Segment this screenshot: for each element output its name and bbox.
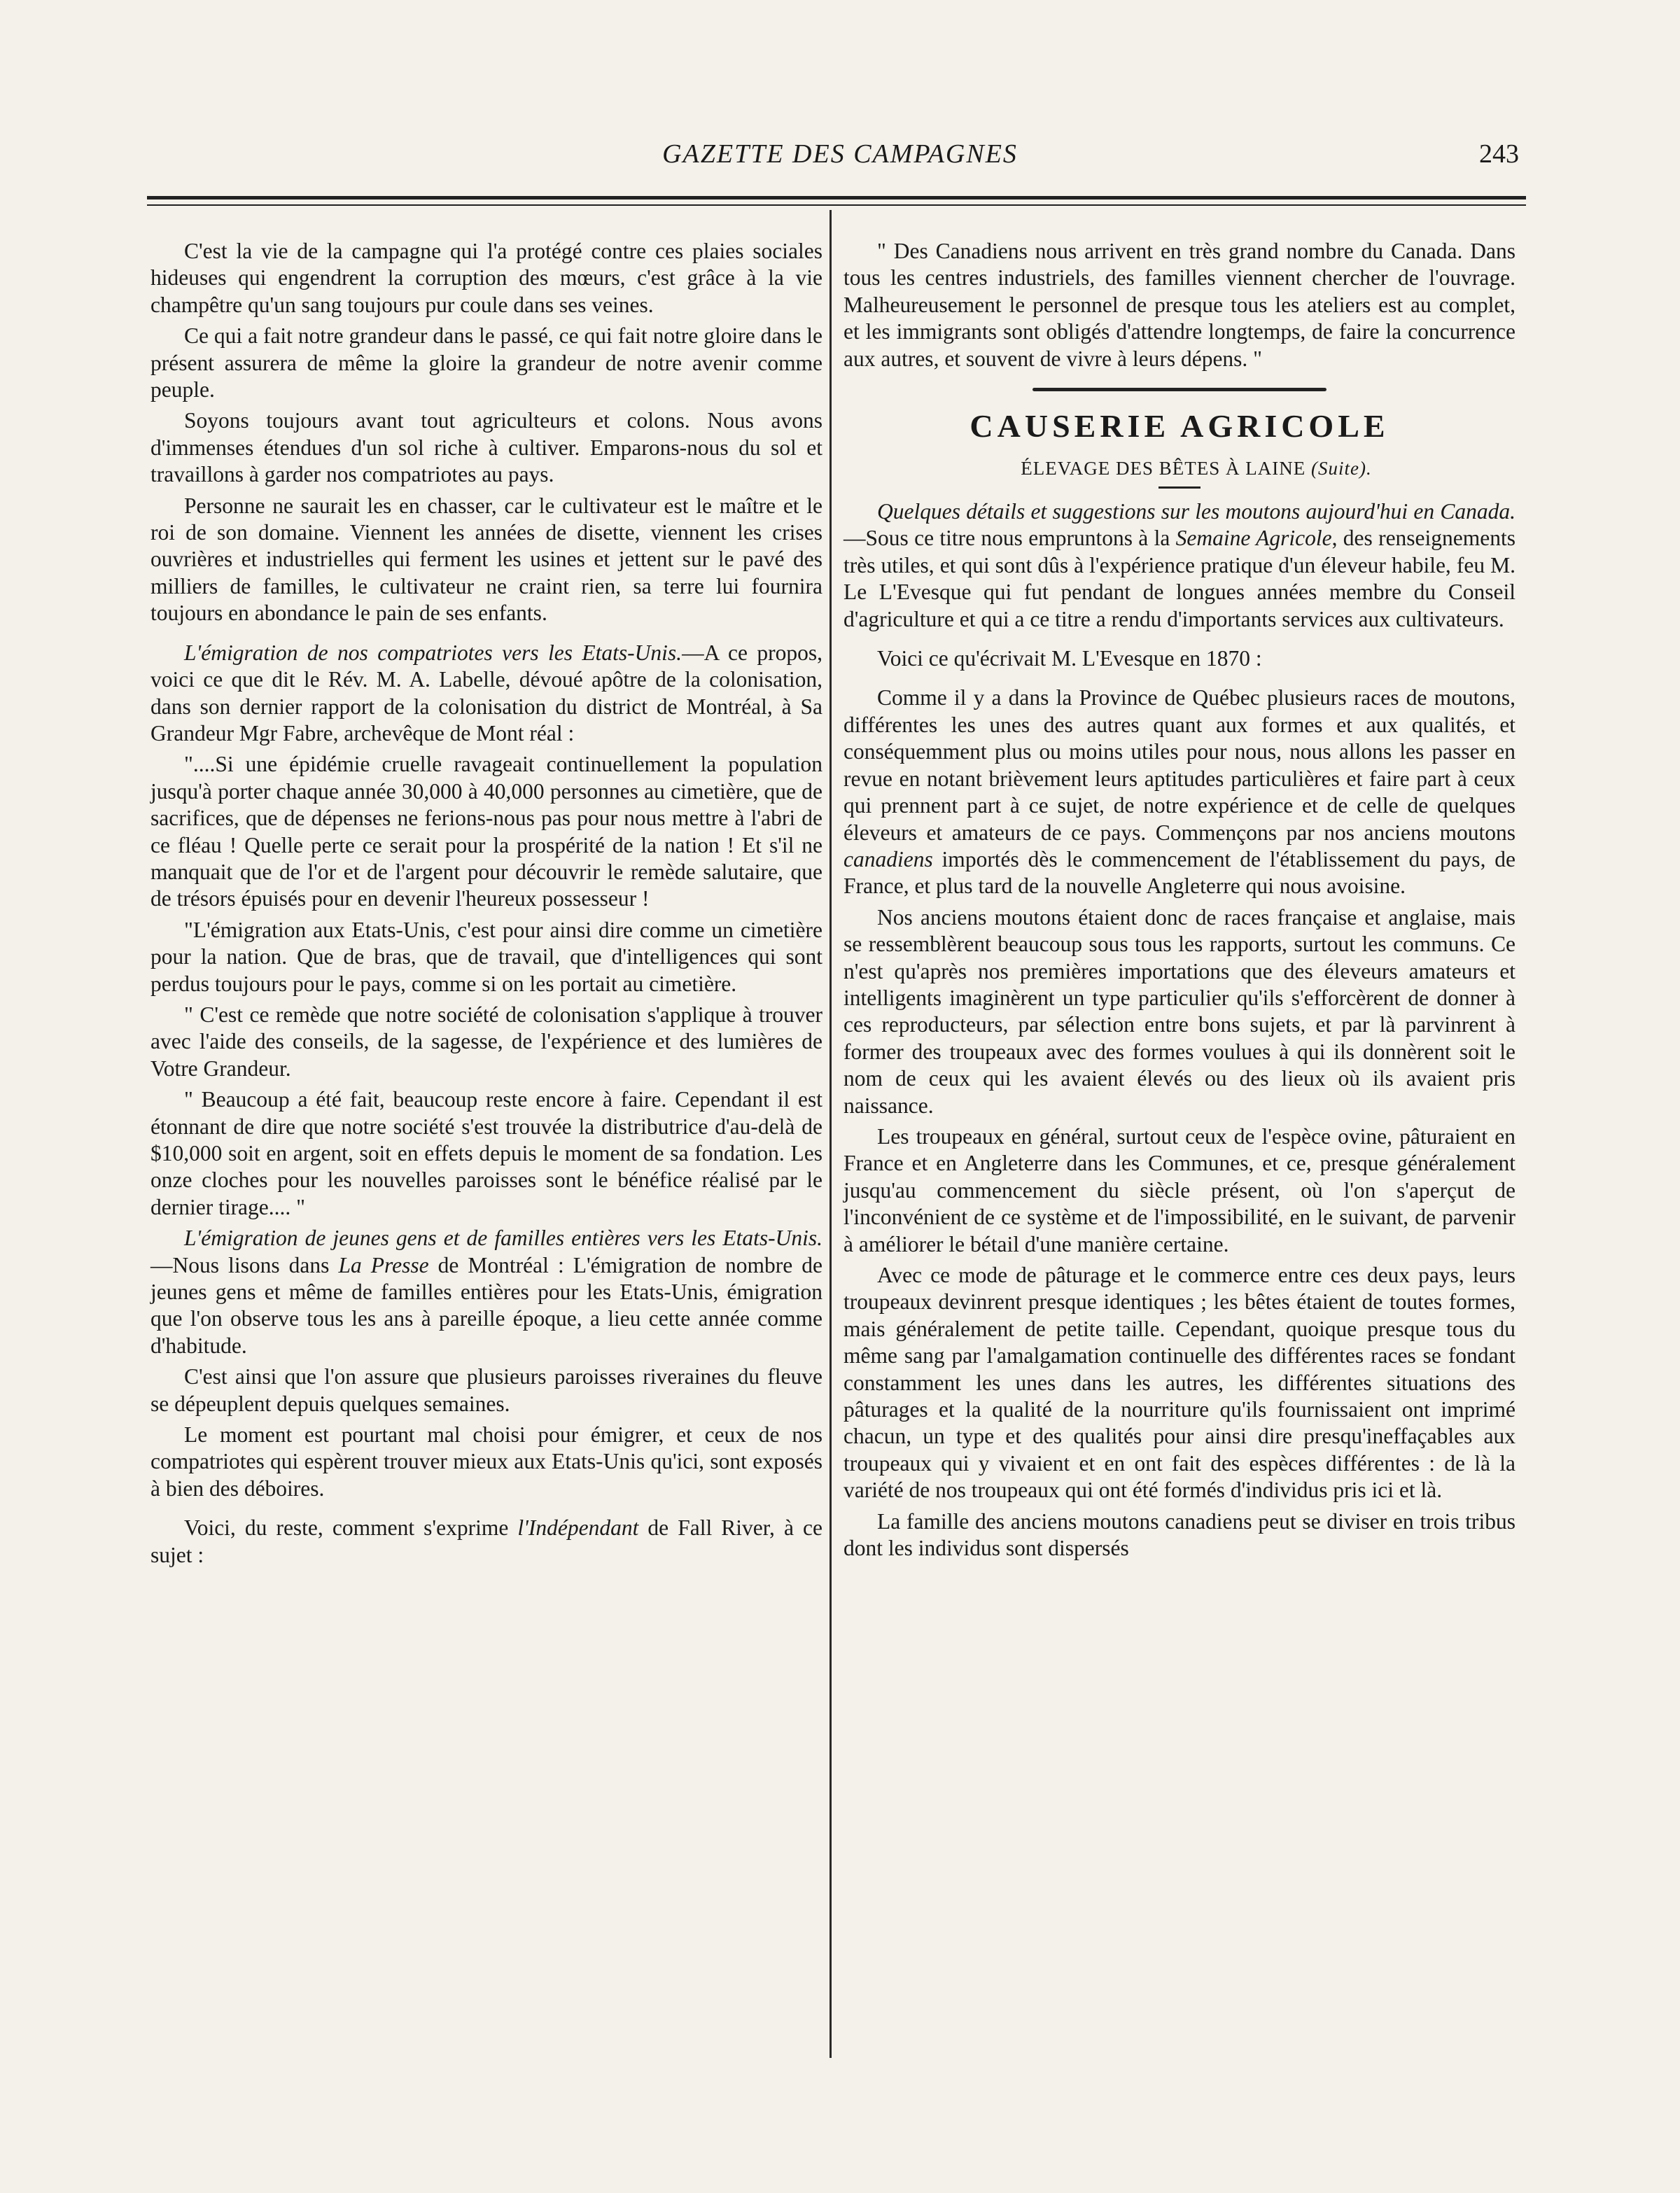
young-text-part: —Nous lisons dans (150, 1252, 339, 1277)
running-title: GAZETTE DES CAMPAGNES (662, 139, 1018, 169)
short-rule (1158, 486, 1200, 489)
page-header (147, 137, 1533, 179)
header-rule-thin (147, 204, 1526, 206)
emphasis-word: canadiens (844, 846, 933, 871)
paragraph: Avec ce mode de pâturage et le commerce entre ces deux pays, leurs troupeaux devinrent presque identiques ; les bêtes étaient de toutes formes, mais généralement de petite taille. Cependant, quoique presque tous du même sang par l'amalgamation continuelle des différentes races se fondant constamment les unes dans les autres, les différentes situations des pâturages et la qualité de la nourriture qu'ils fournissaient ont imprimé chacun, un type et des qualités pour ainsi dire presqu'ineffaçables aux troupeaux qui y vivaient et en ont fait des espèces différentes : de là la variété de nos troupeaux qui ont été formés d'individus pris ici et là. (844, 1263, 1516, 1503)
quote-paragraph: " C'est ce remède que notre société de colonisation s'applique à trouver avec l'aide des conseils, de la sagesse, de l'expérience et des lumières de Votre Grandeur. (150, 1002, 822, 1081)
young-emigration-heading: L'émigration de jeunes gens et de familles entières vers les Etats-Unis. (184, 1226, 822, 1251)
intro-text-part: —Sous ce titre nous empruntons à la (844, 526, 1176, 551)
emigration-heading: L'émigration de nos compatriotes vers les Etats-Unis. (184, 640, 682, 665)
intro-heading: Quelques détails et suggestions sur les moutons aujourd'hui en Canada. (877, 499, 1516, 524)
text-part: importés dès le commencement de l'établissement du pays, de France, et plus tard de la nouvelle Angleterre qui nous avoisine. (844, 846, 1516, 899)
paragraph: Nos anciens moutons étaient donc de races française et anglaise, mais se ressemblèrent beaucoup sous tous les rapports, surtout les communs. Ce n'est qu'après nos premières importations que des éleveurs amateurs et intelligents imaginèrent un type particulier qu'ils s'efforcèrent de donner à ces reproducteurs, par sélection entre bons sujets, et par là parvinrent à former des troupeaux avec des formes voulues à qui ils donnèrent soit le nom de ceux qui les avaient élevés ou des lieux où ils avaient pris naissance. (844, 904, 1516, 1118)
paragraph: La famille des anciens moutons canadiens peut se diviser en trois tribus dont les individus sont dispersés (844, 1508, 1516, 1561)
young-text-part: de Montréal : L'émigration de nombre de jeunes gens et même de familles entières pour les Etats-Unis, émigration que l'on observe tous les ans à pareille époque, a lieu cette année comme d'habitude. (150, 1252, 822, 1358)
quote-paragraph: "....Si une épidémie cruelle ravageait continuellement la population jusqu'à porter chaque année 30,000 à 40,000 personnes au cimetière, que de sacrifices, que de dépenses ne ferions-nous pas pour nous mettre à l'abri de ce fléau ! Quelle perte ce serait pour la prospérité de la nation ! Et s'il ne manquait que de l'or et de l'argent pour découvrir le remède salutaire, que de trésors épuisés pour en devenir l'heureux possesseur ! (150, 752, 822, 911)
paragraph: Ce qui a fait notre grandeur dans le passé, ce qui fait notre gloire dans le présent assurera de même la gloire la grandeur de notre avenir comme peuple. (150, 323, 822, 402)
source-name: La Presse (338, 1252, 429, 1277)
paragraph: Soyons toujours avant tout agriculteurs et colons. Nous avons d'immenses étendues d'un sol riche à cultiver. Emparons-nous du sol et travaillons à garder nos compatriotes au pays. (150, 408, 822, 487)
text-part: Comme il y a dans la Province de Québec plusieurs races de moutons, différentes les unes des autres quant aux formes et aux qualités, et conséquemment plus ou moins utiles pour nous, nous allons les passer en revue en notant brièvement leurs aptitudes particulières et faire part à ceux qui prennent part à ce sujet, de notre expérience et de celle de quelques éleveurs et amateurs de ce pays. Commençons par nos anciens moutons (844, 685, 1516, 845)
intro-text-part: , des renseignements très utiles, et qui sont dûs à l'expérience pratique d'un éleveur habile, feu M. Le L'Evesque qui fut pendant de longues années membre du Conseil d'agriculture et qui a ce titre a rendu d'importants services aux cultivateurs. (844, 526, 1516, 631)
paragraph: Le moment est pourtant mal choisi pour émigrer, et ceux de nos compatriotes qui espèrent trouver mieux aux Etats-Unis qu'ici, sont exposés à bien des déboires. (150, 1422, 822, 1501)
voici-line: Voici ce qu'écrivait M. L'Evesque en 1870 : (877, 646, 1262, 671)
paragraph (844, 685, 1516, 899)
paragraph: Les troupeaux en général, surtout ceux de l'espèce ovine, pâturaient en France et en Angleterre dans les Communes, et ce, presque généralement jusqu'au commencement du siècle présent, où l'on s'aperçut de l'inconvénient de ce système et de l'impossibilité, en le suivant, de parvenir à améliorer le bétail d'une manière certaine. (844, 1123, 1516, 1256)
quote-paragraph: " Beaucoup a été fait, beaucoup reste encore à faire. Cependant il est étonnant de dire que notre société s'est trouvée la distributrice d'au-delà de $10,000 soit en argent, soit en effets depuis le moment de sa fondation. Les onze cloches pour les nouvelles paroisses sont le bénéfice réalisé par le dernier tirage.... " (150, 1087, 822, 1219)
section-subtitle-text: ÉLEVAGE DES BÊTES À LAINE (1021, 458, 1306, 479)
header-rule-thick (147, 196, 1526, 199)
paragraph: C'est ainsi que l'on assure que plusieurs paroisses riveraines du fleuve se dépeuplent depuis quelques semaines. (150, 1364, 822, 1416)
section-title: CAUSERIE AGRICOLE (969, 408, 1390, 444)
source-name: Semaine Agricole (1175, 526, 1332, 551)
section-subtitle (844, 454, 1516, 482)
closing-paragraph (150, 1515, 822, 1569)
closing-text-part: de Fall River, à ce sujet : (150, 1515, 822, 1567)
right-column (844, 238, 1516, 1566)
emigration-text: —A ce propos, voici ce que dit le Rév. M. A. Labelle, dévoué apôtre de la colonisation, dans son dernier rapport de la colonisation du district de Montréal, à Sa Grandeur Mgr Fabre, archevêque de Mont réal : (150, 640, 822, 745)
source-name: l'Indépendant (517, 1515, 639, 1541)
emigration-paragraph (150, 640, 822, 748)
section-ornament-rule (1032, 388, 1326, 391)
quote-paragraph: "L'émigration aux Etats-Unis, c'est pour ainsi dire comme un cimetière pour la nation. Que de bras, que de travail, que d'intelligences qui sont perdus toujours pour le pays, comme si on les portait au cimetière. (150, 917, 822, 996)
paragraph: C'est la vie de la campagne qui l'a protégé contre ces plaies sociales hideuses qui engendrent la corruption des mœurs, c'est grâce à la vie champêtre qu'un sang toujours pur coule dans ses veines. (150, 239, 822, 317)
closing-text-part: Voici, du reste, comment s'exprime (184, 1515, 518, 1541)
page-number: 243 (1479, 139, 1519, 169)
left-column (150, 238, 822, 1573)
paragraph: Personne ne saurait les en chasser, car le cultivateur est le maître et le roi de son domaine. Viennent les années de disette, viennent les crises ouvrières et industrielles qui ferment les usines et jettent sur le pavé des milliers de familles, le cultivateur ne craint rien, sa terre lui fournira toujours en abondance le pain de ses enfants. (150, 493, 822, 626)
column-divider (830, 210, 832, 2058)
quote-paragraph: " Des Canadiens nous arrivent en très grand nombre du Canada. Dans tous les centres industriels, des familles viennent chercher de l'ouvrage. Malheureusement le personnel de presque tous les ateliers est au complet, et les immigrants sont obligés d'attendre longtemps, de faire la concurrence aux autres, et souvent de vivre à leurs dépens. " (844, 239, 1516, 371)
young-emigration-paragraph (150, 1225, 822, 1359)
intro-paragraph (844, 498, 1516, 633)
section-subtitle-suite: (Suite). (1310, 458, 1372, 479)
